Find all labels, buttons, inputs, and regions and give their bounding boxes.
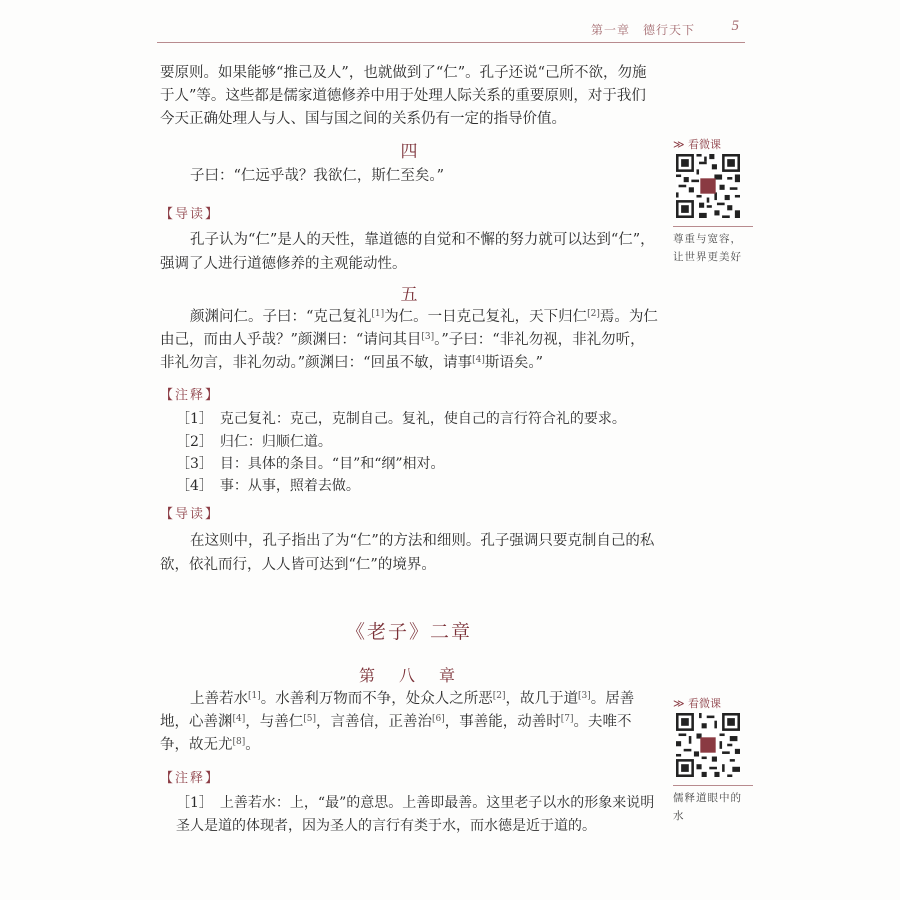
micro-lesson-box-1: [673, 136, 753, 276]
quote-text: 焉。为仁由己，而由人乎哉？”颜渊曰：“请问其目: [160, 309, 658, 348]
chapter-text: 。夫唯不争，故无尤: [160, 714, 632, 753]
section-4-number: 四: [400, 142, 418, 162]
note-ref: [3]: [421, 332, 435, 342]
micro-lesson-box-2: [673, 695, 753, 835]
section-5-number: 五: [400, 285, 418, 305]
header-chapter-title: 第一章 德行天下: [590, 23, 695, 37]
chapter-text: ，事善能，动善时: [444, 714, 561, 730]
note-ref: [6]: [432, 714, 445, 724]
micro-lesson-caption: 儒释道眼中的水: [673, 792, 742, 822]
note-ref: [1]: [248, 691, 261, 701]
quote-text: 颜渊问仁。子曰：“克己复礼: [190, 309, 372, 325]
chapter-text: ，与善仁: [245, 714, 304, 730]
note-ref: [2]: [587, 309, 600, 319]
section-5-reading-tag: 【导读】: [160, 507, 221, 522]
note-ref: [7]: [560, 714, 574, 724]
note-1: ［1］ 克己复礼：克己，克制自己。复礼，使自己的言行符合礼的要求。: [176, 411, 626, 427]
note-ref: [5]: [303, 714, 316, 724]
note-ref: [2]: [492, 691, 506, 701]
page-number: 5: [731, 18, 739, 34]
chapter-text: 。: [245, 737, 260, 753]
laozi-notes-tag: 【注释】: [160, 771, 221, 786]
laozi-title: 《老子》二章: [345, 621, 472, 643]
laozi-note-1: ［1］ 上善若水：上，“最”的意思。上善即最善。这里老子以水的形象来说明圣人是道的体现者，因为圣人的言行有类于水，而水德是近于道的。: [176, 795, 655, 834]
divider: [673, 785, 753, 786]
chapter-text: ，言善信，正善治: [316, 714, 432, 730]
note-ref: [8]: [232, 737, 246, 747]
running-header: [157, 18, 745, 43]
micro-lesson-caption: 尊重与宽容，让世界更美好: [673, 233, 742, 263]
quote-text: 斯语矣。”: [484, 355, 543, 371]
note-2: ［2］ 归仁：归顺仁道。: [176, 434, 332, 450]
chapter-text: 。居善地，心善渊: [160, 691, 635, 730]
qr-code-icon[interactable]: [676, 713, 740, 777]
laozi-chapter-title: 第 八 章: [358, 666, 459, 685]
section-5-notes-tag: 【注释】: [160, 388, 221, 403]
quote-text: 为仁。一日克己复礼，天下归仁: [384, 309, 588, 325]
note-ref: [3]: [578, 691, 591, 701]
intro-paragraph: 要原则。如果能够“推己及人”，也就做到了“仁”。孔子还说“己所不欲，勿施于人”等。这些都是儒家道德修养中用于处理人际关系的重要原则，对于我们今天正确处理人与人、国与国之间的关系仍有一定的指导价值。: [160, 65, 647, 127]
micro-lesson-label[interactable]: ≫ 看微课: [673, 697, 722, 710]
section-4-reading-tag: 【导读】: [160, 207, 221, 222]
note-ref: [4]: [472, 355, 485, 365]
divider: [673, 226, 753, 227]
section-5-reading: 在这则中，孔子指出了为“仁”的方法和细则。孔子强调只要克制自己的私欲，依礼而行，人人皆可达到“仁”的境界。: [160, 533, 655, 573]
note-ref: [1]: [371, 309, 385, 319]
qr-code-icon[interactable]: [676, 154, 740, 218]
micro-lesson-label[interactable]: ≫ 看微课: [673, 138, 722, 151]
laozi-chapter-text: [160, 688, 658, 757]
chapter-text: ，故几于道: [505, 691, 578, 707]
note-3: ［3］ 目：具体的条目。“目”和“纲”相对。: [176, 456, 445, 472]
note-ref: [4]: [232, 714, 246, 724]
section-4-quote: 子曰：“仁远乎哉？我欲仁，斯仁至矣。”: [190, 168, 445, 184]
note-4: ［4］ 事：从事，照着去做。: [176, 478, 360, 494]
chapter-text: 上善若水: [190, 691, 248, 707]
quote-text: 。”子曰：“非礼勿视，非礼勿听，非礼勿言，非礼勿动。”颜渊曰：“回虽不敏，请事: [160, 332, 645, 371]
section-5-quote: [160, 306, 658, 375]
section-4-reading: 孔子认为“仁”是人的天性，靠道德的自觉和不懈的努力就可以达到“仁”，强调了人进行道德修养的主观能动性。: [160, 232, 655, 272]
chapter-text: 。水善利万物而不争，处众人之所恶: [260, 691, 493, 707]
